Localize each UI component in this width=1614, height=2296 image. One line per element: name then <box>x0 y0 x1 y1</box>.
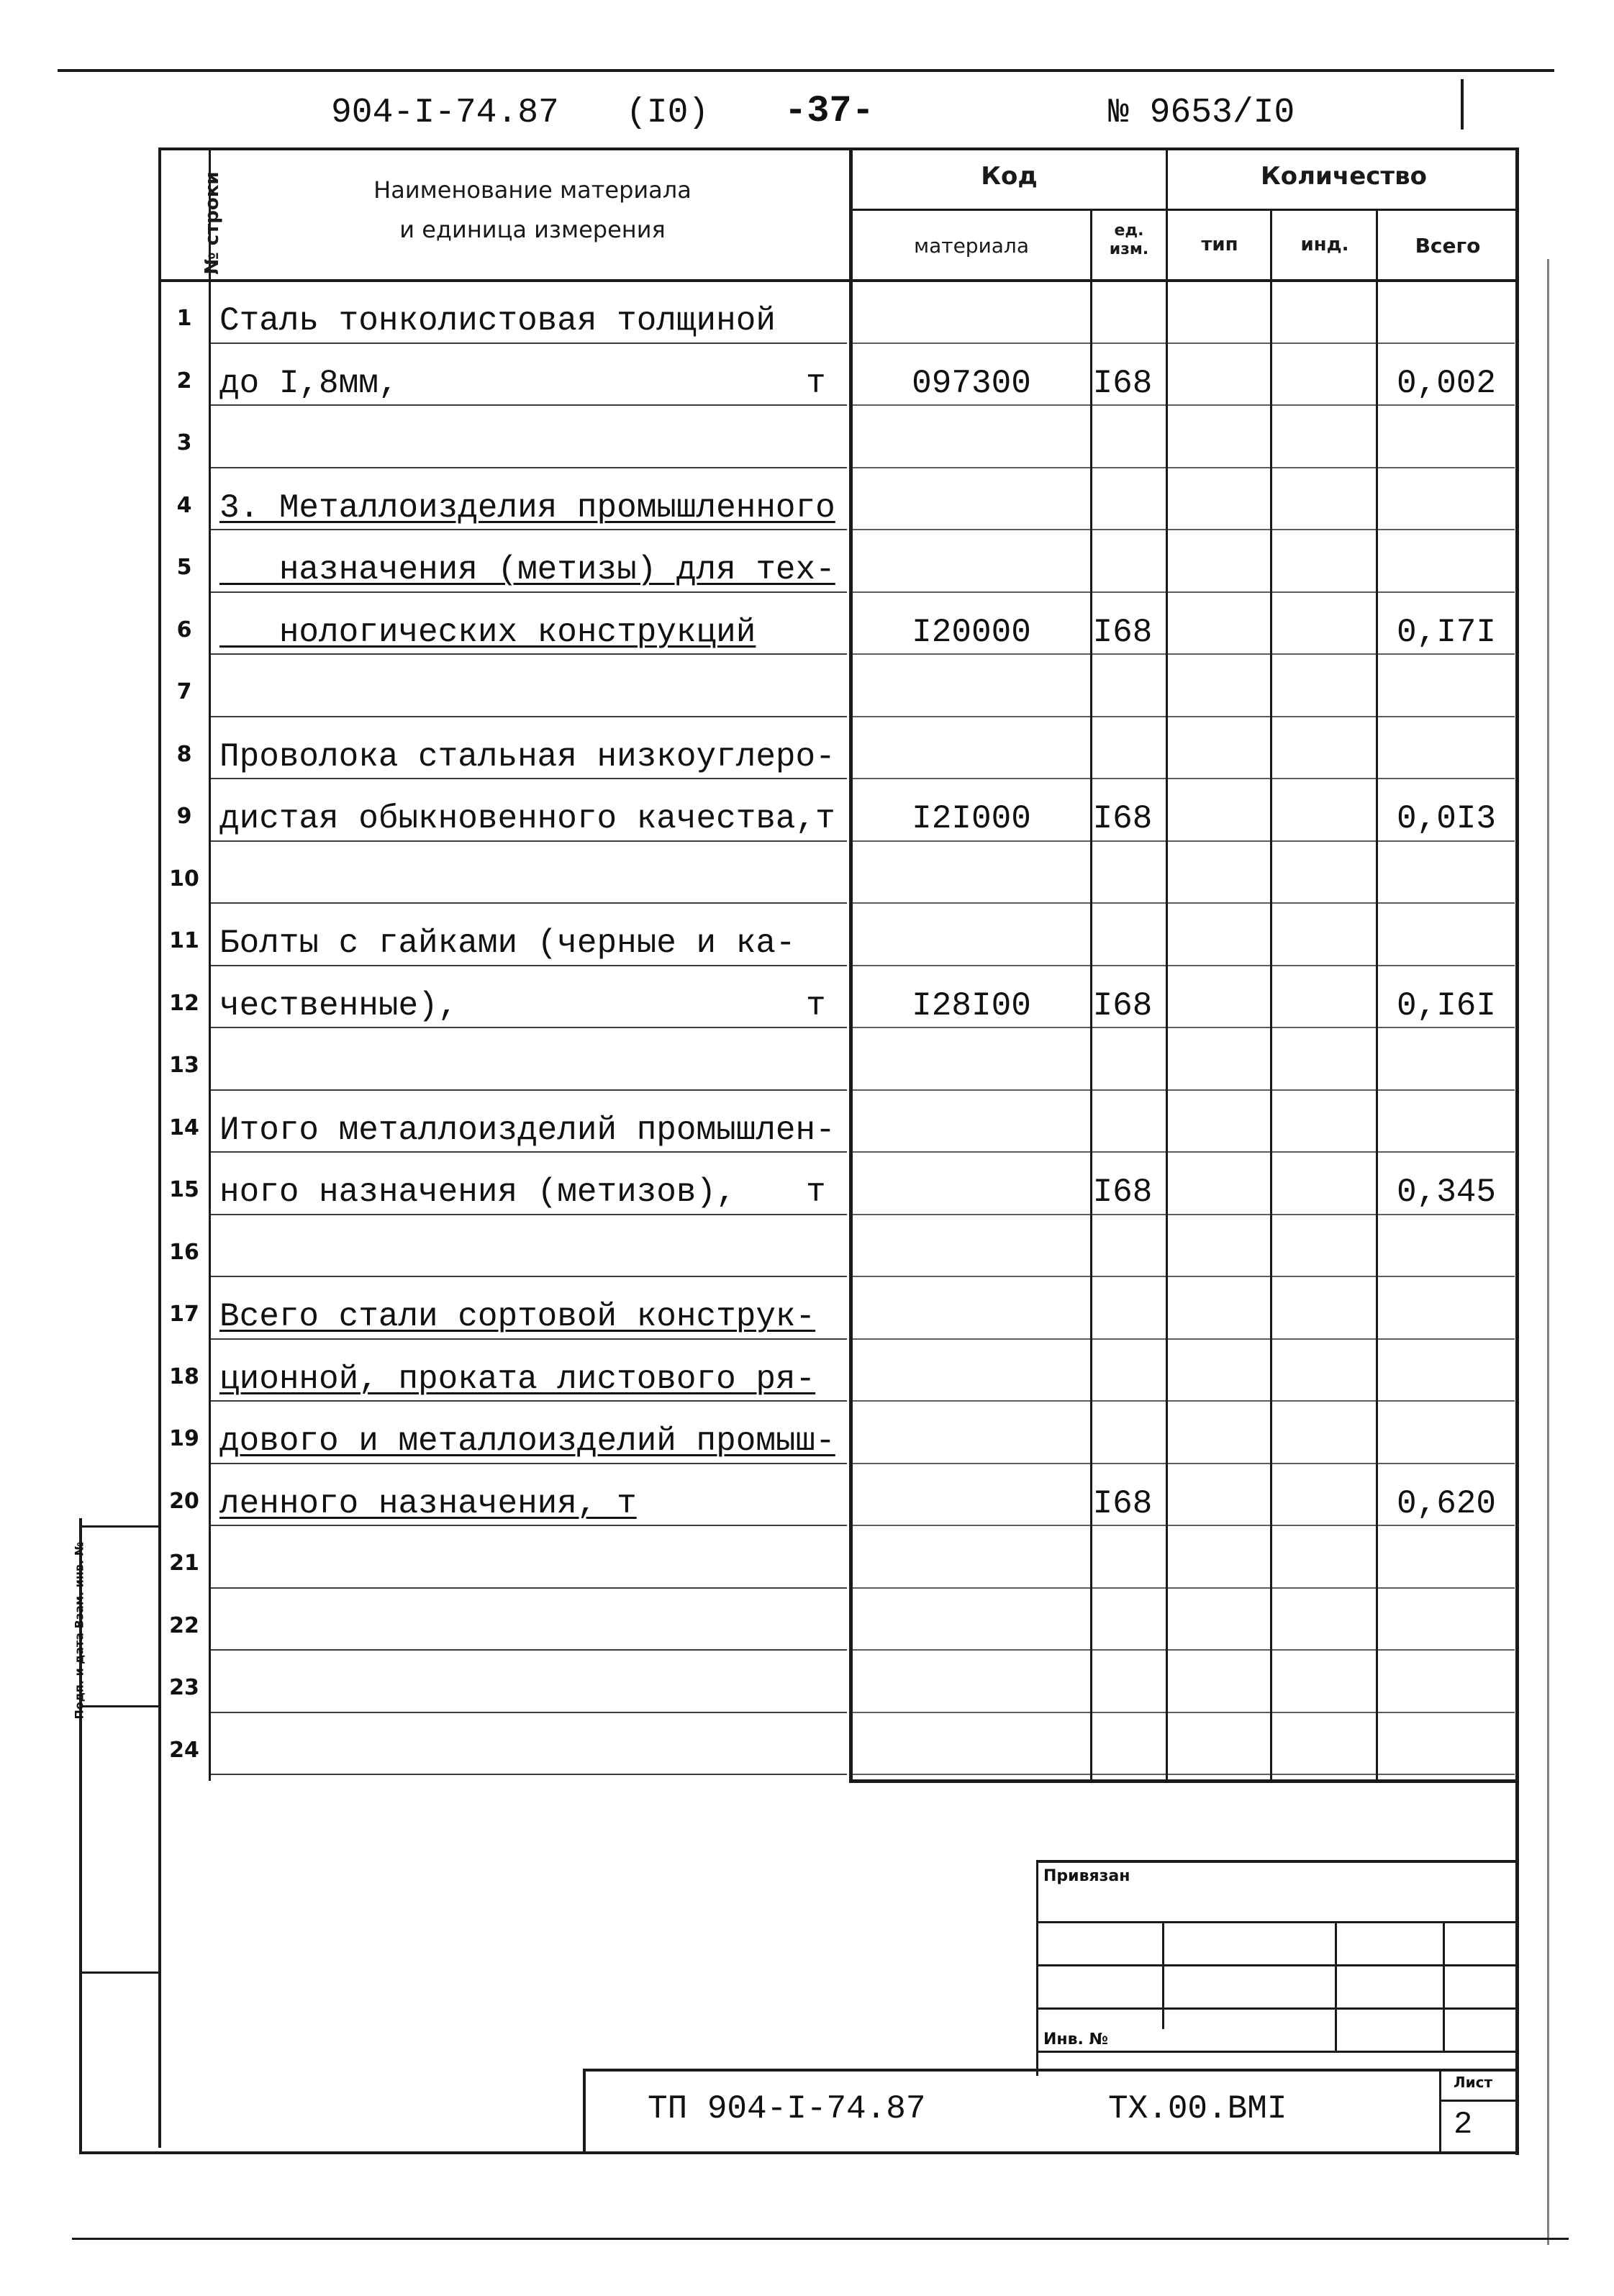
total-header: Всего <box>1415 234 1481 258</box>
title-block-top <box>583 2069 1518 2072</box>
row-separator-cells <box>853 1214 1515 1215</box>
row-separator-cells <box>853 716 1515 717</box>
row-separator <box>210 1276 847 1277</box>
row-number-header: № строки <box>201 171 223 275</box>
row-separator <box>210 778 847 779</box>
row-number: 16 <box>169 1239 199 1265</box>
code-header: Код <box>981 162 1038 191</box>
row-separator-cells <box>853 1525 1515 1526</box>
row-number: 18 <box>169 1363 199 1389</box>
row-number: 8 <box>176 741 192 767</box>
row-separator-cells <box>853 965 1515 966</box>
top-rule <box>58 69 1554 72</box>
material-name: до I,8мм, <box>219 364 399 402</box>
row-separator <box>210 902 847 904</box>
row-number: 11 <box>169 928 199 953</box>
row-separator <box>210 467 847 468</box>
row-separator <box>210 1774 847 1775</box>
inventory-number: № 9653/I0 <box>1108 94 1295 132</box>
row-separator <box>210 840 847 842</box>
row-separator <box>210 1400 847 1402</box>
row-separator-cells <box>853 1089 1515 1091</box>
sheet-cell-rule <box>1439 2100 1518 2102</box>
material-name: чественные), <box>219 986 458 1025</box>
material-name: Всего стали сортовой конструк- <box>219 1298 816 1335</box>
unit-header: ед. изм. <box>1109 222 1149 258</box>
row-separator-cells <box>853 467 1515 468</box>
row-separator <box>210 591 847 593</box>
row-number: 20 <box>169 1488 199 1514</box>
table-top-border <box>158 148 1518 150</box>
row-separator <box>210 404 847 406</box>
type-header: тип <box>1201 234 1238 255</box>
col-sep-type <box>1270 209 1272 1781</box>
row-separator <box>210 1027 847 1028</box>
page-bottom-rule <box>79 2151 1518 2154</box>
row-number: 21 <box>169 1551 199 1576</box>
table-right-border <box>1515 148 1519 2155</box>
total-quantity: 0,I6I <box>1396 986 1497 1025</box>
stamp-vsep-3 <box>1443 1921 1445 2051</box>
material-name: ленного назначения, т <box>219 1484 637 1523</box>
row-separator <box>210 1525 847 1526</box>
row-number: 7 <box>176 679 192 704</box>
unit-code: I68 <box>1092 1174 1153 1211</box>
material-name: Сталь тонколистовая толщиной <box>219 302 776 340</box>
row-number: 17 <box>169 1302 199 1327</box>
row-separator-cells <box>853 1774 1515 1775</box>
material-code: I20000 <box>912 613 1031 651</box>
row-number: 3 <box>176 430 192 455</box>
title-block-left <box>583 2069 586 2151</box>
row-separator-cells <box>853 902 1515 904</box>
unit-code: I68 <box>1092 364 1153 402</box>
row-number: 13 <box>169 1053 199 1078</box>
row-number: 4 <box>176 492 192 518</box>
unit-suffix: т <box>806 986 826 1025</box>
material-name: ного назначения (метизов), <box>219 1174 736 1211</box>
material-name: Болты с гайками (черные и ка- <box>219 925 796 962</box>
stamp-rule-4 <box>1036 2051 1518 2053</box>
unit-code: I68 <box>1092 800 1153 838</box>
unit-code: I68 <box>1092 986 1153 1025</box>
material-code: I28I00 <box>912 986 1031 1025</box>
stamp-box-left <box>1036 1860 1038 2076</box>
row-separator <box>210 342 847 344</box>
page-footer-rule <box>72 2238 1569 2240</box>
privyazan-label: Привязан <box>1043 1867 1130 1885</box>
material-name: Итого металлоизделий промышлен- <box>219 1111 835 1149</box>
material-name: назначения (метизы) для тех- <box>219 551 835 589</box>
unit-suffix: т <box>806 1174 826 1211</box>
row-separator-cells <box>853 404 1515 406</box>
row-separator <box>210 1151 847 1153</box>
row-number: 2 <box>176 368 192 394</box>
material-name: нологических конструкций <box>219 613 756 651</box>
row-separator <box>210 716 847 717</box>
material-name: 3. Металлоизделия промышленного <box>219 489 835 527</box>
row-separator-cells <box>853 1400 1515 1402</box>
total-quantity: 0,620 <box>1396 1484 1497 1523</box>
row-number: 23 <box>169 1675 199 1700</box>
table-body-bottom <box>849 1779 1518 1783</box>
header-mid-rule-qty <box>1166 209 1518 211</box>
sheet-number: 2 <box>1454 2107 1473 2143</box>
stamp-rule-1 <box>1036 1921 1518 1923</box>
row-separator-cells <box>853 1712 1515 1713</box>
side-stamp-rule-3 <box>79 1971 160 1974</box>
row-separator <box>210 1089 847 1091</box>
row-separator <box>210 529 847 530</box>
unit-suffix: т <box>806 364 826 402</box>
row-separator-cells <box>853 1338 1515 1340</box>
row-separator <box>210 1712 847 1713</box>
row-number: 22 <box>169 1612 199 1638</box>
stamp-box-top <box>1036 1860 1518 1863</box>
quantity-header: Количество <box>1260 162 1427 191</box>
row-separator-cells <box>853 1027 1515 1028</box>
row-separator-cells <box>853 1463 1515 1464</box>
material-header: материала <box>913 234 1029 258</box>
table-left-border <box>158 148 161 2148</box>
total-quantity: 0,0I3 <box>1396 800 1497 838</box>
row-separator-cells <box>853 1649 1515 1651</box>
total-quantity: 0,002 <box>1396 364 1497 402</box>
row-number: 6 <box>176 617 192 643</box>
material-code: 097300 <box>912 364 1031 402</box>
stamp-rule-3 <box>1036 2007 1518 2010</box>
material-name: Проволока стальная низкоуглеро- <box>219 738 835 776</box>
row-number: 5 <box>176 555 192 580</box>
top-right-tick <box>1461 79 1464 130</box>
side-stamp-rule-2 <box>79 1705 160 1707</box>
row-separator <box>210 1338 847 1340</box>
material-name: дового и металлоизделий промыш- <box>219 1422 835 1460</box>
side-stamp-rule-1 <box>79 1525 160 1528</box>
unit-code: I68 <box>1092 1484 1153 1523</box>
title-code: ТХ.00.ВМI <box>1108 2090 1287 2128</box>
row-number: 24 <box>169 1737 199 1763</box>
header-mid-rule-code <box>849 209 1166 211</box>
stamp-vsep-1 <box>1162 1921 1164 2029</box>
row-separator <box>210 1649 847 1651</box>
sheet-label: Лист <box>1454 2074 1493 2091</box>
row-number: 9 <box>176 804 192 829</box>
inv-no-label: Инв. № <box>1043 2030 1109 2048</box>
stamp-vsep-2 <box>1335 1921 1337 2051</box>
row-number: 10 <box>169 866 199 891</box>
row-number: 12 <box>169 990 199 1016</box>
row-number: 15 <box>169 1177 199 1202</box>
row-separator-cells <box>853 778 1515 779</box>
row-separator-cells <box>853 1276 1515 1277</box>
side-stamp-text: Подп. и дата Взам. инв. № <box>72 1542 86 1720</box>
header-bottom-border <box>158 279 1518 282</box>
row-separator-cells <box>853 591 1515 593</box>
row-number: 1 <box>176 306 192 331</box>
row-number: 19 <box>169 1426 199 1451</box>
row-separator-cells <box>853 342 1515 344</box>
row-separator-cells <box>853 840 1515 842</box>
page-right-rule <box>1547 259 1549 2245</box>
ind-header: инд. <box>1300 234 1349 255</box>
project-number: 904-I-74.87 <box>331 94 559 132</box>
row-separator <box>210 653 847 655</box>
row-separator <box>210 1214 847 1215</box>
title-designation: ТП 904-I-74.87 <box>648 2090 926 2128</box>
unit-code: I68 <box>1092 613 1153 651</box>
row-separator-cells <box>853 529 1515 530</box>
sheet-cell-left <box>1439 2069 1441 2151</box>
row-separator <box>210 965 847 966</box>
row-separator-cells <box>853 1151 1515 1153</box>
row-number: 14 <box>169 1115 199 1140</box>
material-name: дистая обыкновенного качества,т <box>219 800 835 838</box>
stamp-rule-2 <box>1036 1964 1518 1966</box>
page-number: -37- <box>784 90 874 132</box>
row-separator <box>210 1587 847 1589</box>
name-header-line1: Наименование материала <box>373 176 692 204</box>
row-separator-cells <box>853 1587 1515 1589</box>
row-separator-cells <box>853 653 1515 655</box>
album-number: (I0) <box>626 94 709 132</box>
row-separator <box>210 1463 847 1464</box>
material-code: I2I000 <box>912 800 1031 838</box>
material-name: ционной, проката листового ря- <box>219 1360 816 1398</box>
name-header-line2: и единица измерения <box>399 216 666 243</box>
total-quantity: 0,I7I <box>1396 613 1497 651</box>
total-quantity: 0,345 <box>1396 1174 1497 1211</box>
